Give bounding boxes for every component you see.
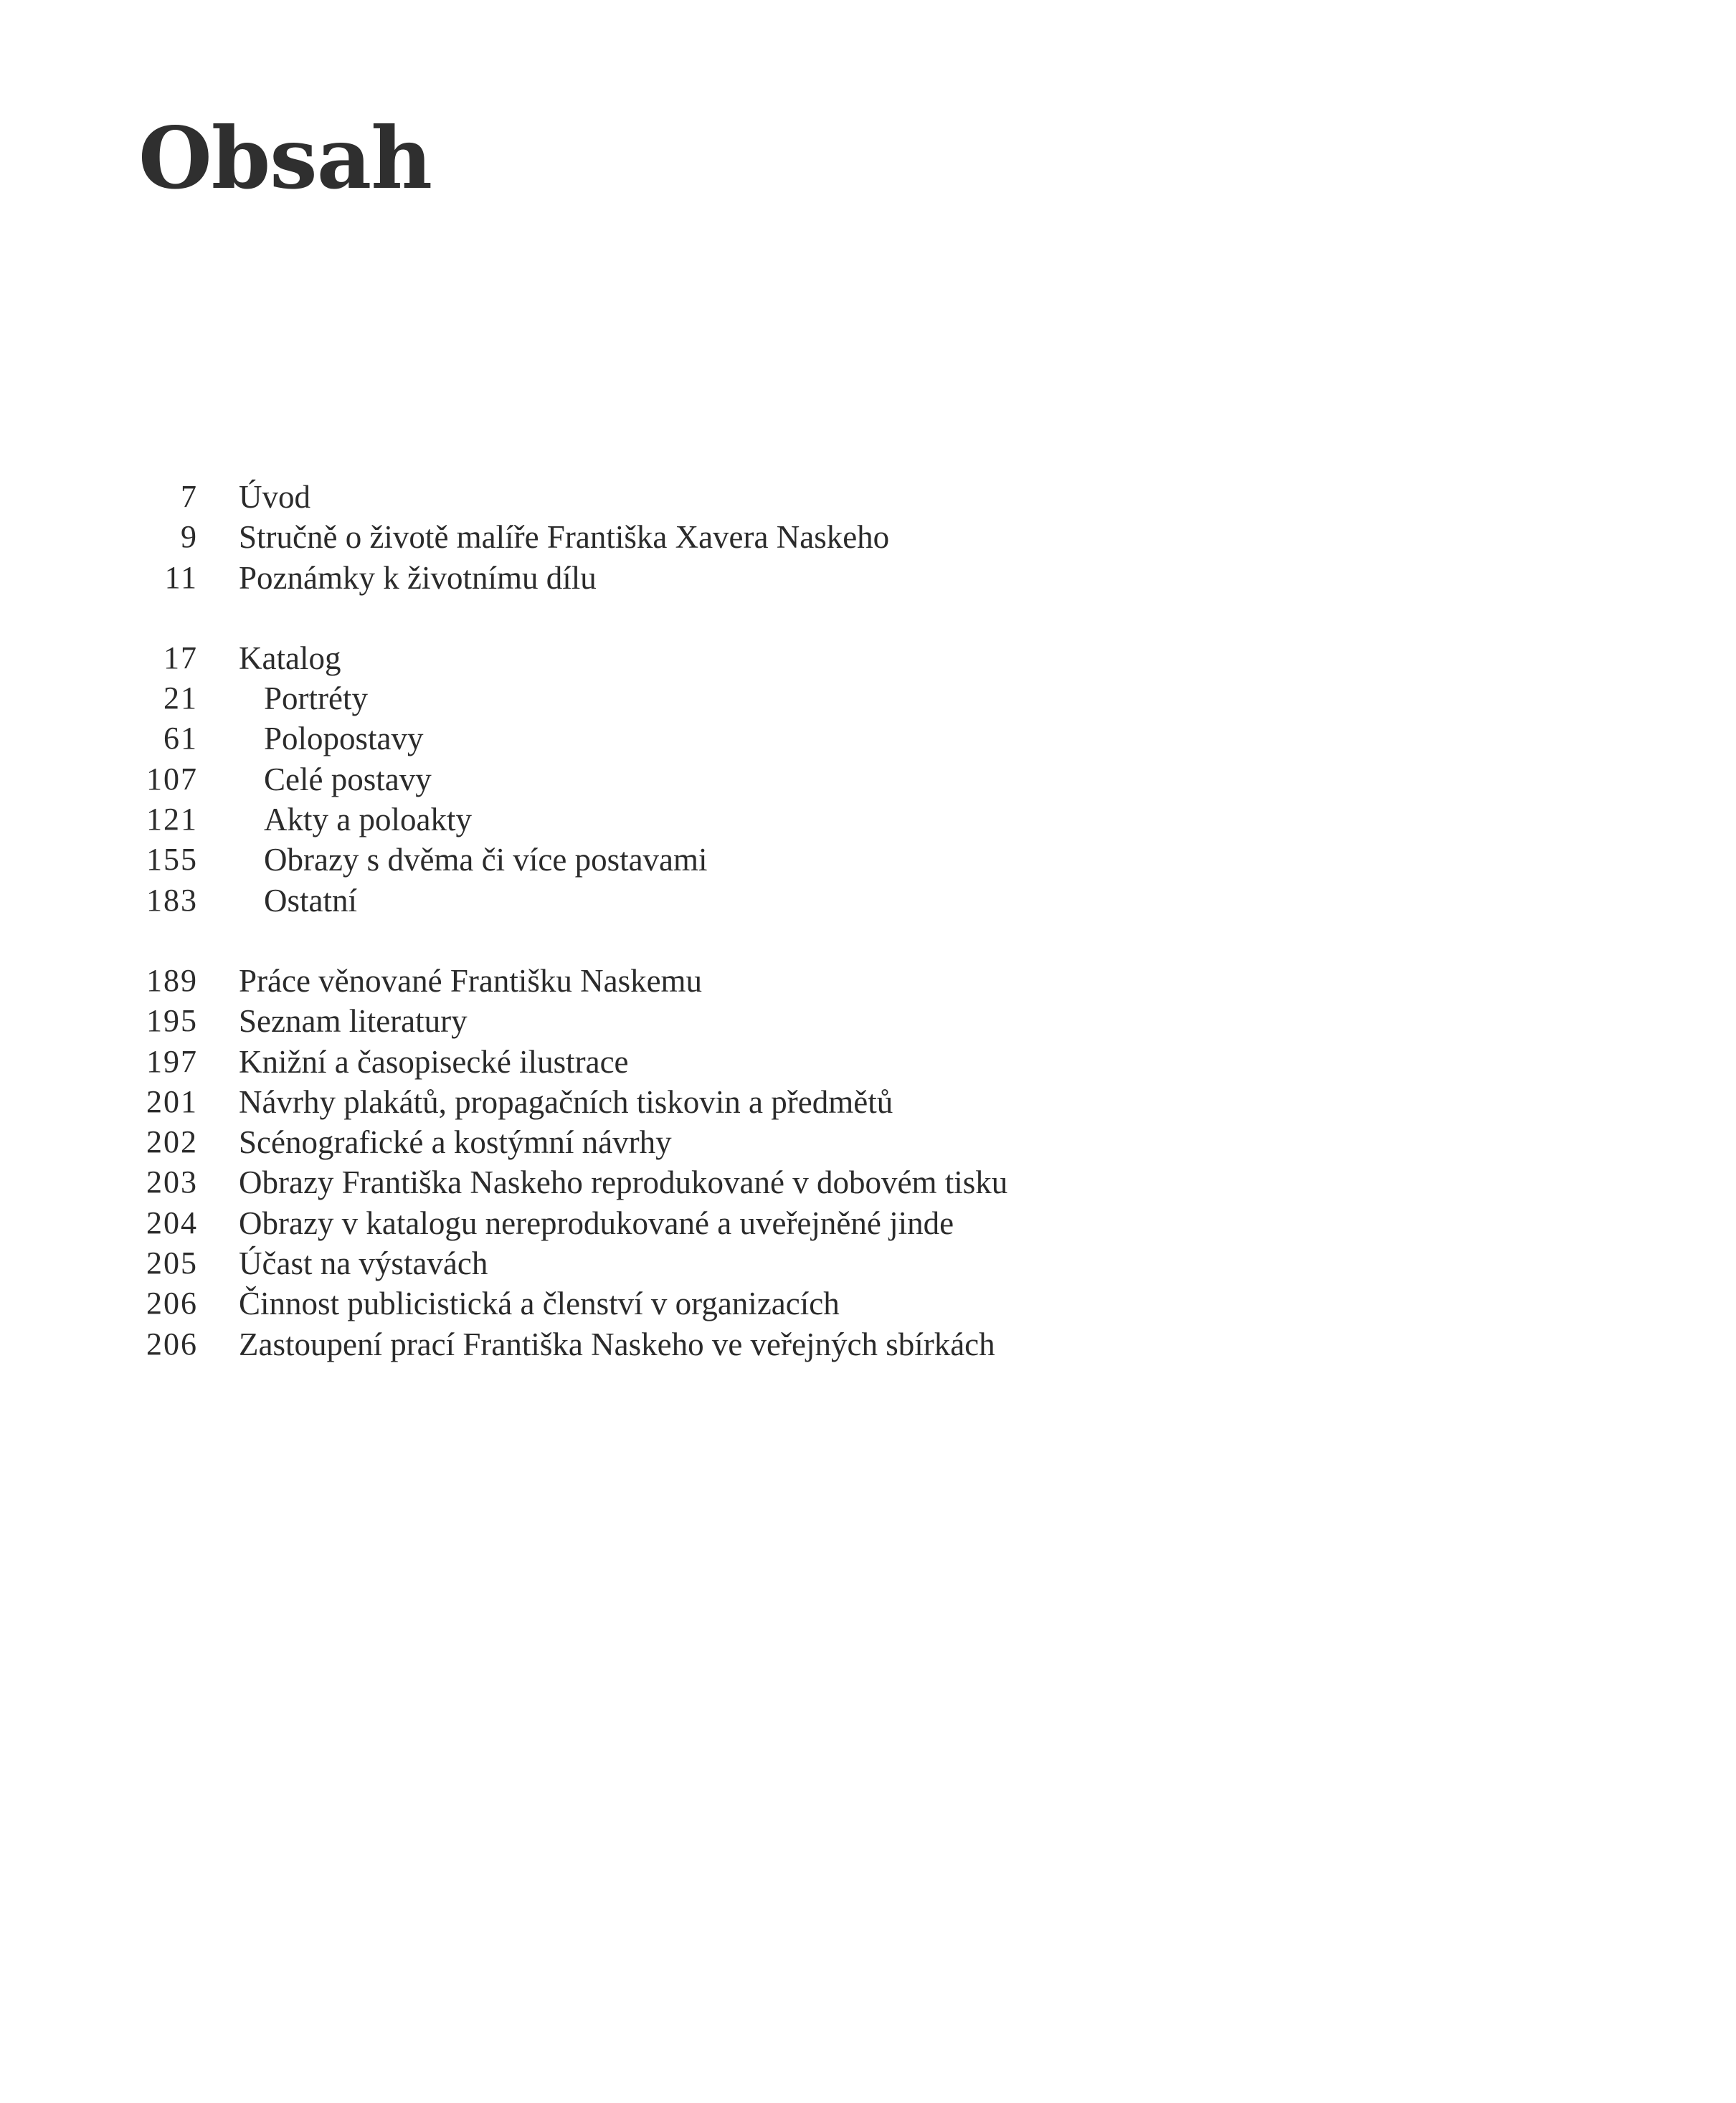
toc-subentry[interactable] [0, 880, 1736, 921]
toc-page-number: 155 [146, 842, 198, 878]
toc-entry-label: Portréty [264, 680, 368, 717]
toc-subentry[interactable] [0, 678, 1736, 718]
toc-entry-label: Polopostavy [264, 721, 424, 757]
toc-page-number: 9 [181, 519, 198, 555]
table-of-contents [0, 477, 1736, 1405]
toc-entry-label: Knižní a časopisecké ilustrace [239, 1043, 629, 1080]
toc-page-number: 206 [146, 1326, 198, 1362]
toc-entry[interactable] [0, 1001, 1736, 1041]
toc-entry[interactable] [0, 517, 1736, 557]
toc-entry-label: Poznámky k životnímu dílu [239, 559, 597, 596]
toc-entry[interactable] [0, 1042, 1736, 1082]
toc-page-number: 204 [146, 1205, 198, 1240]
toc-entry[interactable] [0, 1082, 1736, 1122]
toc-page-number: 203 [146, 1164, 198, 1200]
toc-page-number: 206 [146, 1286, 198, 1321]
toc-page-number: 7 [181, 479, 198, 514]
toc-entry-label: Ostatní [264, 882, 357, 918]
toc-entry[interactable] [0, 961, 1736, 1001]
toc-subentry[interactable] [0, 718, 1736, 759]
toc-group-appendix [0, 961, 1736, 1364]
toc-entry-label: Zastoupení prací Františka Naskeho ve veřejných sbírkách [239, 1326, 995, 1362]
toc-entry[interactable] [0, 477, 1736, 517]
toc-subentry[interactable] [0, 799, 1736, 840]
toc-entry-label: Obrazy Františka Naskeho reprodukované v dobovém tisku [239, 1164, 1008, 1201]
toc-entry-label: Celé postavy [264, 761, 432, 797]
toc-entry[interactable] [0, 1324, 1736, 1364]
page-title: Obsah [138, 108, 432, 208]
toc-entry[interactable] [0, 1122, 1736, 1162]
toc-entry-label: Stručně o životě malíře Františka Xavera Naskeho [239, 519, 890, 556]
toc-entry-label: Obrazy v katalogu nereprodukované a uveřejněné jinde [239, 1205, 954, 1241]
toc-entry-label: Činnost publicistická a členství v organizacích [239, 1286, 840, 1322]
toc-page-number: 183 [146, 882, 198, 918]
toc-entry-label: Obrazy s dvěma či více postavami [264, 842, 708, 878]
toc-group-catalog [0, 638, 1736, 921]
toc-entry-label: Scénografické a kostýmní návrhy [239, 1124, 672, 1161]
toc-entry-label: Návrhy plakátů, propagačních tiskovin a předmětů [239, 1083, 893, 1120]
toc-page-number: 195 [146, 1003, 198, 1039]
toc-page-number: 61 [163, 721, 198, 756]
toc-page-number: 205 [146, 1245, 198, 1281]
toc-group-intro [0, 477, 1736, 598]
toc-entry[interactable] [0, 638, 1736, 678]
toc-entry-label: Katalog [239, 640, 341, 676]
toc-page-number: 121 [146, 802, 198, 837]
toc-entry[interactable] [0, 1243, 1736, 1283]
toc-page-number: 201 [146, 1083, 198, 1119]
toc-entry[interactable] [0, 558, 1736, 598]
toc-page-number: 197 [146, 1043, 198, 1079]
toc-subentry[interactable] [0, 840, 1736, 880]
toc-entry[interactable] [0, 1162, 1736, 1202]
toc-entry-label: Seznam literatury [239, 1003, 468, 1040]
toc-page-number: 189 [146, 962, 198, 998]
toc-page-number: 202 [146, 1124, 198, 1160]
toc-page-number: 11 [164, 559, 198, 595]
toc-page-number: 107 [146, 761, 198, 797]
toc-entry-label: Práce věnované Františku Naskemu [239, 962, 703, 999]
toc-entry[interactable] [0, 1283, 1736, 1324]
toc-entry-label: Akty a poloakty [264, 802, 472, 838]
toc-entry-label: Účast na výstavách [239, 1245, 488, 1282]
toc-page-number: 21 [163, 680, 198, 716]
toc-entry-label: Úvod [239, 479, 310, 515]
toc-subentry[interactable] [0, 759, 1736, 799]
toc-page-number: 17 [163, 640, 198, 675]
toc-entry[interactable] [0, 1203, 1736, 1243]
